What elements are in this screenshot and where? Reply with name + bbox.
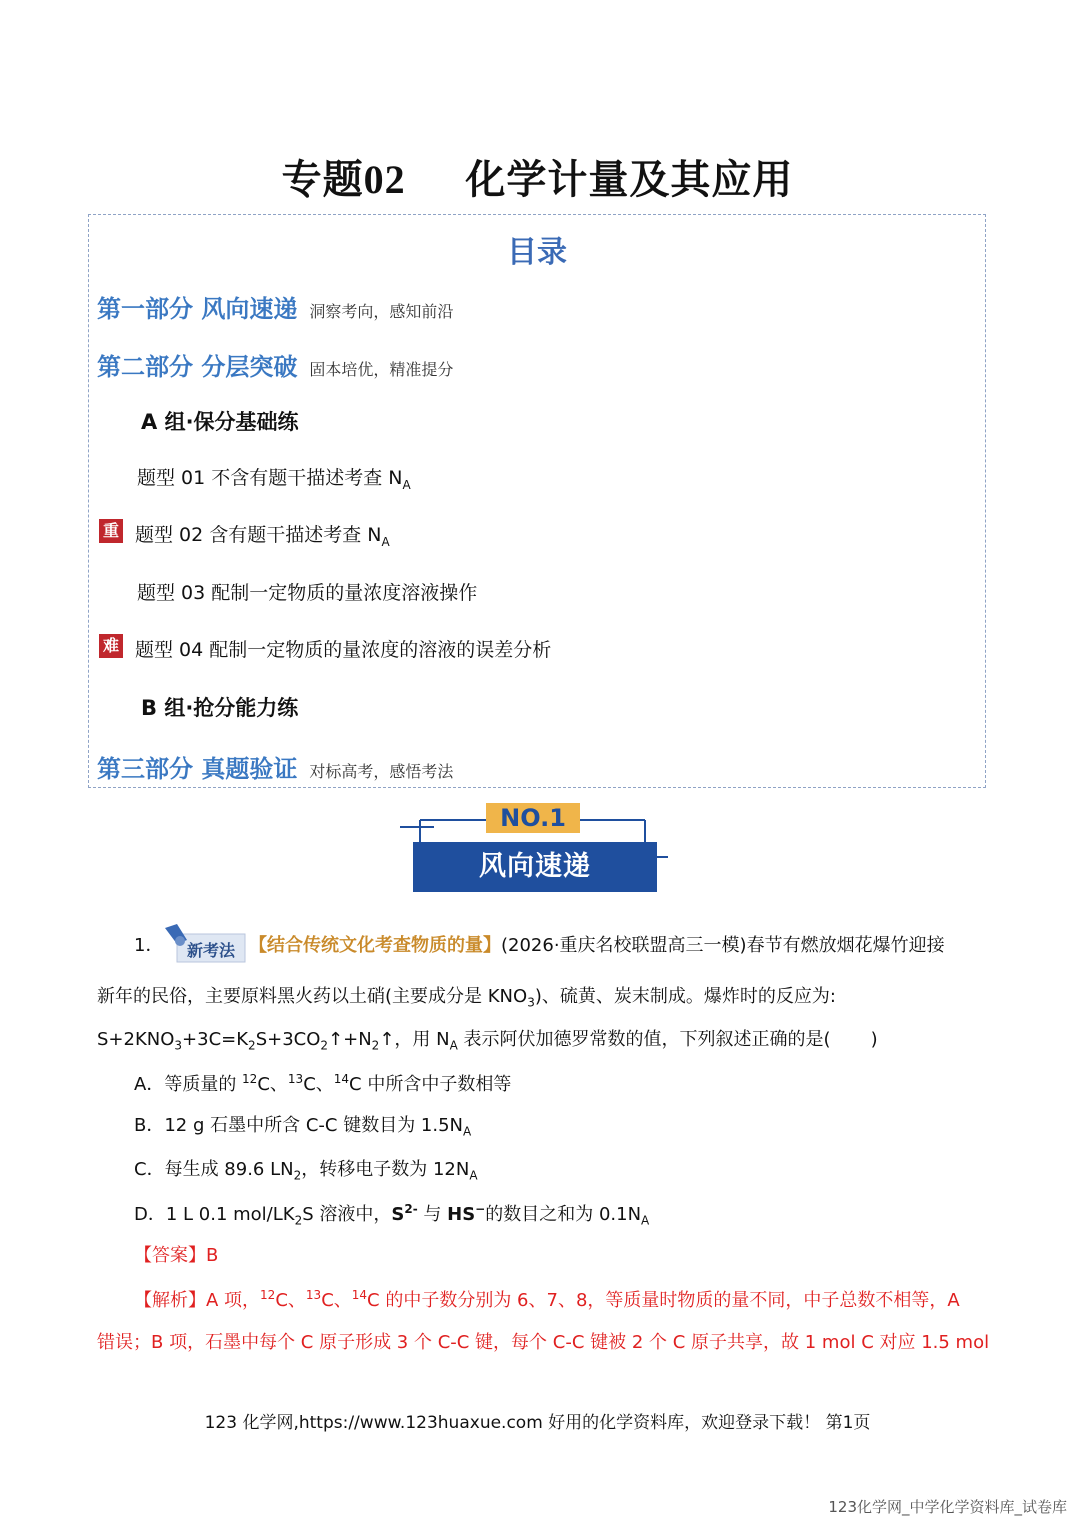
question-source: (2026·重庆名校联盟高三一模)春节有燃放烟花爆竹迎接 xyxy=(501,935,945,956)
toc-type-text: 题型 03 配制一定物质的量浓度溶液操作 xyxy=(137,582,478,604)
toc-group-a[interactable]: A 组·保分基础练 xyxy=(141,410,299,434)
banner-label: 风向速递 xyxy=(479,851,591,882)
toc-type-sub: A xyxy=(381,534,390,549)
toc-heading: 目录 xyxy=(507,235,567,270)
banner-number: NO.1 xyxy=(500,804,566,832)
title-name: 化学计量及其应用 xyxy=(465,157,794,203)
answer-label: 【答案】 xyxy=(134,1245,206,1266)
analysis-label: 【解析】 xyxy=(134,1290,206,1311)
question-line-1 xyxy=(249,935,945,957)
toc-part-name: 第一部分 风向速递 xyxy=(97,295,298,323)
title-prefix: 专题 xyxy=(281,157,364,203)
toc-type-text: 题型 01 不含有题干描述考查 N xyxy=(137,467,403,489)
toc-type-03[interactable] xyxy=(137,578,477,605)
question-line-2: 新年的民俗，主要原料黑火药以土硝(主要成分是 $KNO_3$)、硫黄、炭末制成。爆炸时的反应为: xyxy=(97,986,836,1010)
toc-type-01[interactable] xyxy=(137,463,411,492)
answer-line xyxy=(134,1245,218,1267)
analysis-line-2: 错误；B 项，石墨中每个 C 原子形成 3 个 C-C 键，每个 C-C 键被 2 个 C 原子共享，故 1 mol C 对应 1.5 mol xyxy=(97,1332,990,1353)
option-b[interactable]: B．12 g 石墨中所含 C-C 键数目为 $1.5N_A$ xyxy=(134,1115,472,1139)
toc-group-b[interactable]: B 组·抢分能力练 xyxy=(141,696,299,720)
section-banner xyxy=(400,802,670,894)
page-title xyxy=(0,148,1075,205)
option-a[interactable]: A．等质量的 $^{12}$C、$^{13}$C、$^{14}$C 中所含中子数相等 xyxy=(134,1072,512,1095)
question-number: 1． xyxy=(134,935,164,956)
new-method-stamp xyxy=(163,924,249,964)
option-d[interactable]: D．1 L 0.1 mol/$LK_2S$ 溶液中，$S^{2-}$ 与 HS−的数目之和为 $0.1N_A$ xyxy=(134,1202,650,1228)
table-of-contents xyxy=(88,214,986,788)
toc-type-text: 题型 02 含有题干描述考查 N xyxy=(135,524,382,546)
title-number: 02 xyxy=(363,157,406,202)
stem-text: )、硫黄、炭末制成。爆炸时的反应为: xyxy=(534,986,836,1007)
hard-badge-icon: 难 xyxy=(99,634,123,658)
toc-part-1[interactable] xyxy=(97,289,453,324)
toc-part-name: 第二部分 分层突破 xyxy=(97,353,298,381)
option-c[interactable]: C．每生成 89.6 $LN_2$，转移电子数为 $12N_A$ xyxy=(134,1159,478,1183)
question-line-3: $S+2KNO_3+3C=K_2S+3CO_2↑+N_2↑$，用 $N_A$ 表示阿伏加德罗常数的值，下列叙述正确的是( ) xyxy=(97,1029,878,1053)
answer-value: B xyxy=(206,1245,219,1266)
toc-part-name: 第三部分 真题验证 xyxy=(97,755,298,783)
toc-part-3[interactable] xyxy=(97,749,453,784)
toc-part-2[interactable] xyxy=(97,347,453,382)
toc-type-04[interactable] xyxy=(135,635,551,662)
page-footer: 123 化学网,https://www.123huaxue.com 好用的化学资料库，欢迎登录下载！ 第1页 xyxy=(204,1413,871,1433)
toc-part-desc: 对标高考，感悟考法 xyxy=(309,762,454,781)
corner-watermark: 123化学网_中学化学资料库_试卷库 xyxy=(828,1498,1067,1516)
toc-type-02[interactable] xyxy=(135,520,390,549)
toc-type-sub: A xyxy=(402,477,411,492)
stamp-label: 新考法 xyxy=(187,941,236,960)
toc-part-desc: 固本培优，精准提分 xyxy=(309,360,454,379)
stem-text: 新年的民俗，主要原料黑火药以土硝(主要成分是 KNO xyxy=(97,986,528,1007)
key-badge-icon: 重 xyxy=(99,519,123,543)
question-tag: 【结合传统文化考查物质的量】 xyxy=(249,935,501,956)
analysis-line-1: 【解析】A 项，$^{12}$C、$^{13}$C、$^{14}$C 的中子数分别为 6、7、8，等质量时物质的量不同，中子总数不相等，A xyxy=(134,1288,960,1311)
toc-type-text: 题型 04 配制一定物质的量浓度的溶液的误差分析 xyxy=(135,639,552,661)
toc-part-desc: 洞察考向，感知前沿 xyxy=(309,302,454,321)
